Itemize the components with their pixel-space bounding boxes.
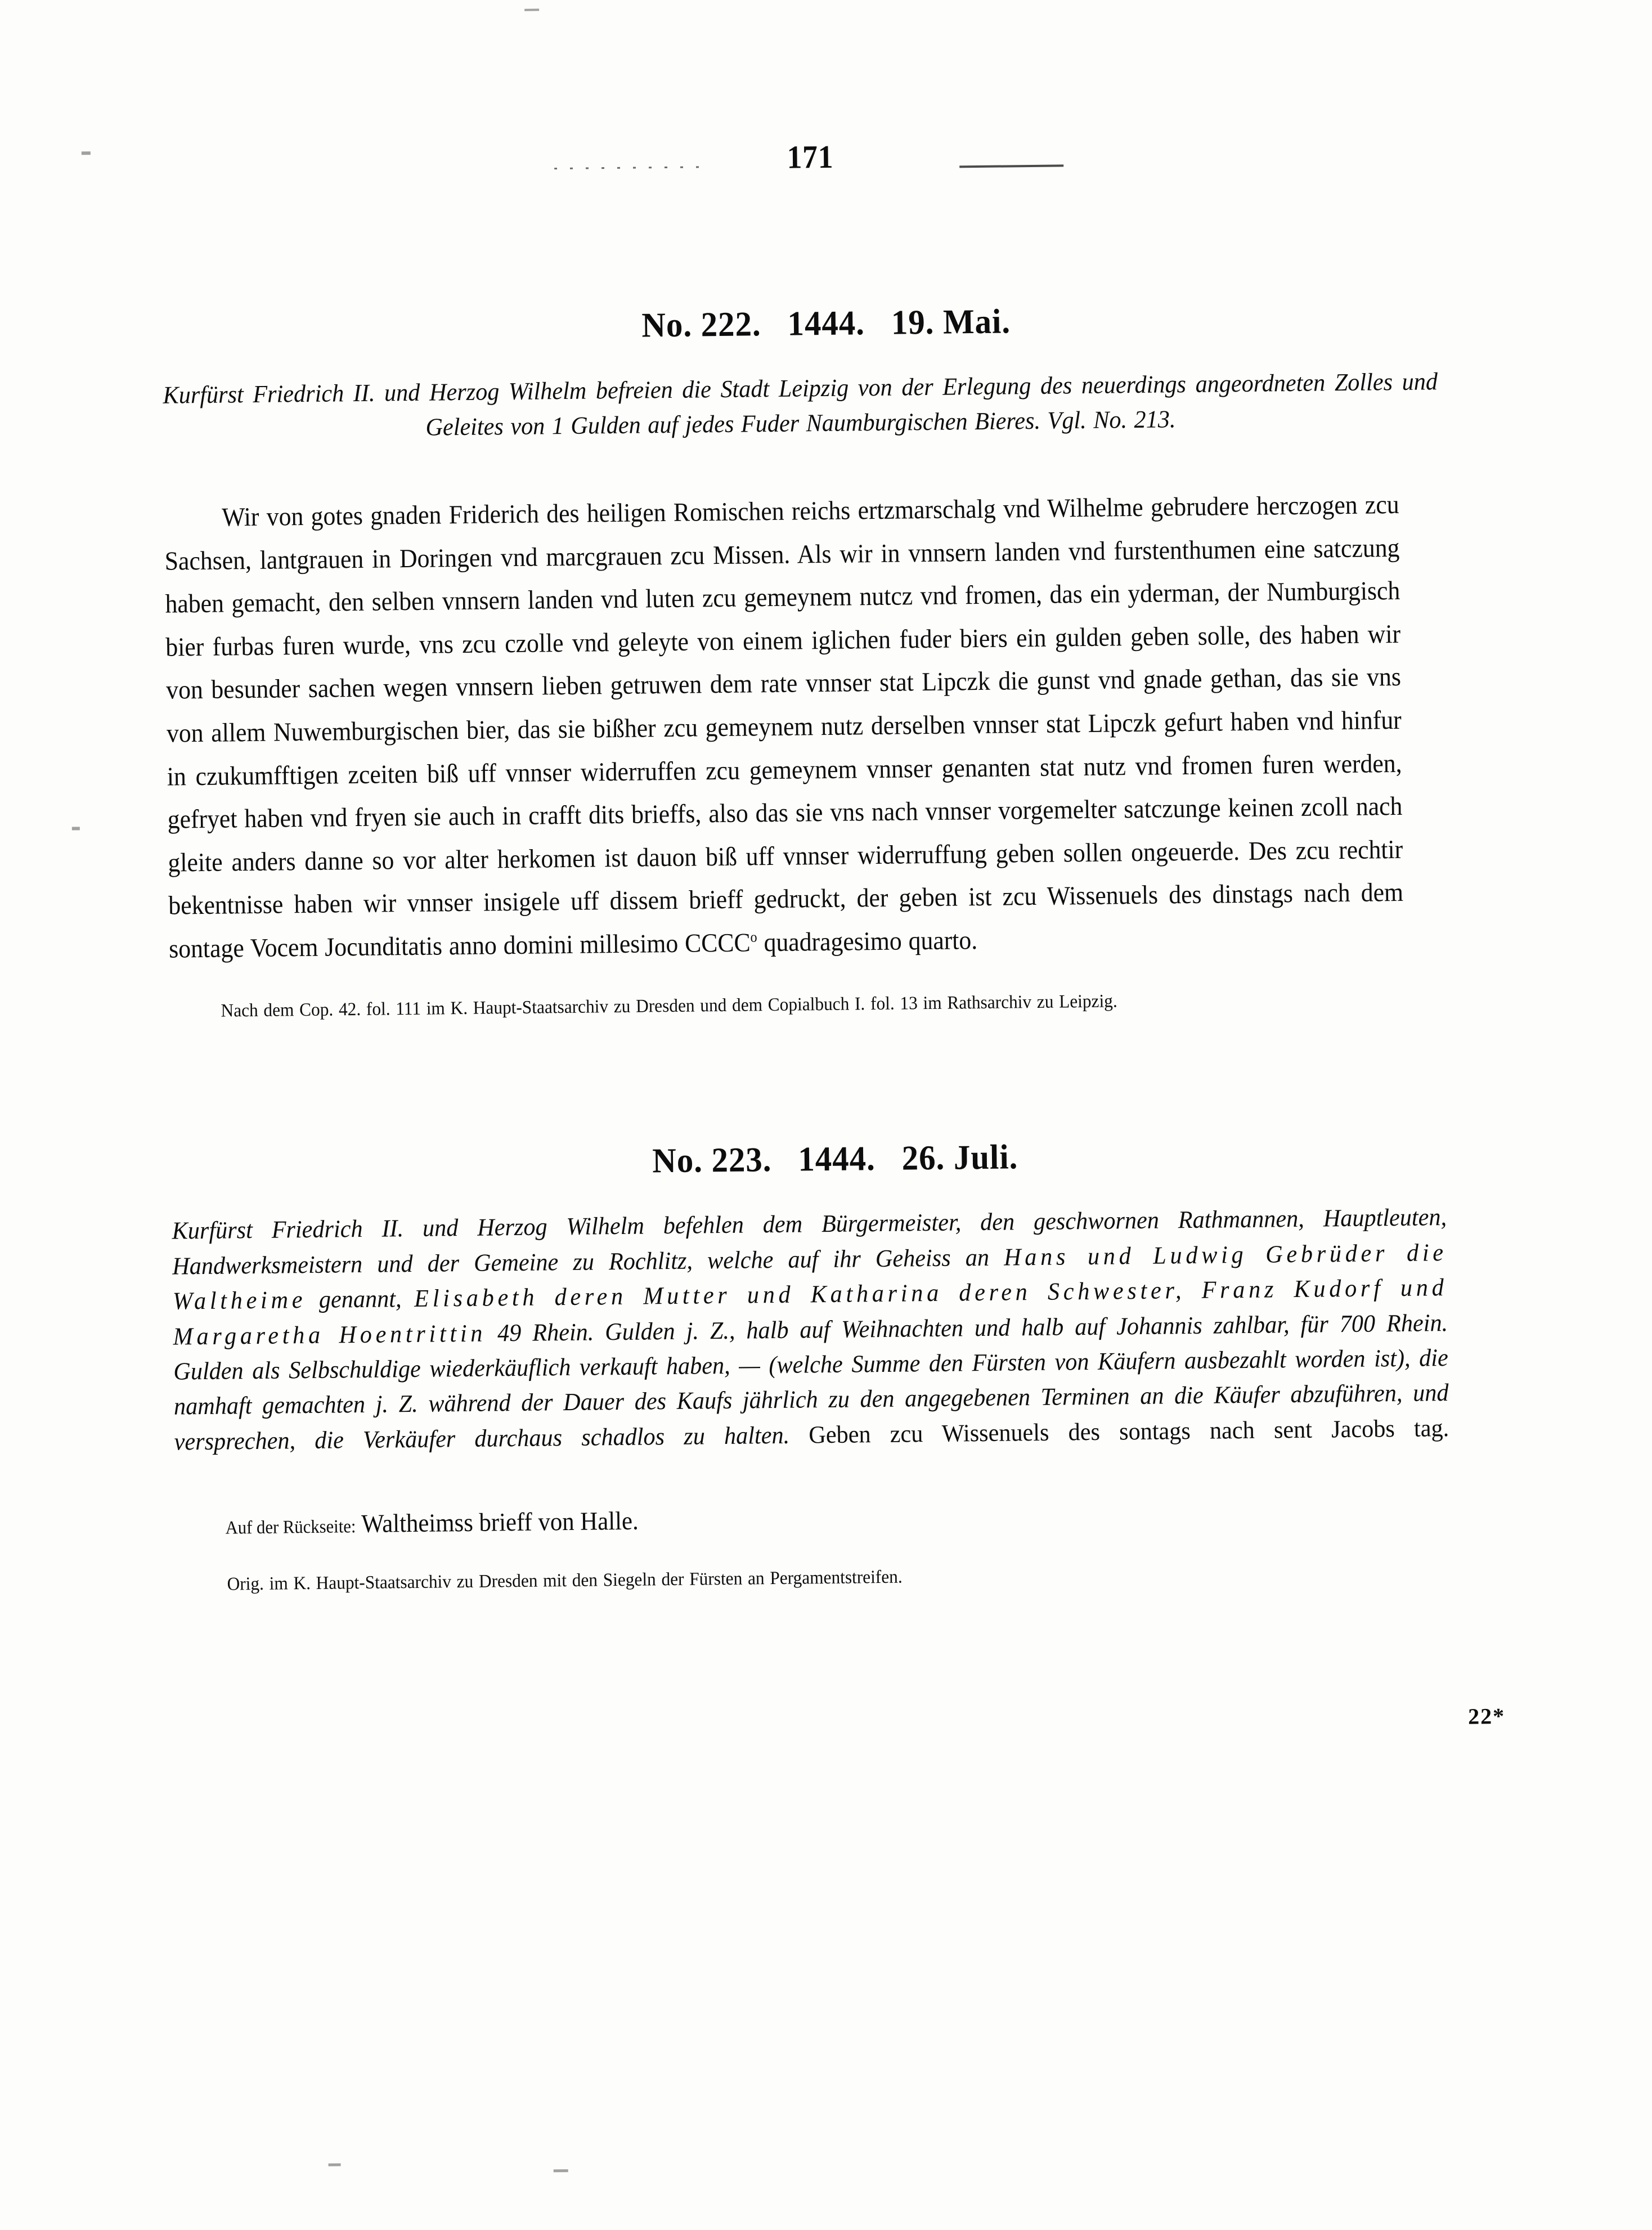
source-note-222: Nach dem Cop. 42. fol. 111 im K. Haupt-Staatsarchiv zu Dresden und dem Copialbuch I. fol. 13 im Rathsarchiv zu Leipzig. — [221, 991, 1117, 1021]
dorsal-note-label: Auf der Rückseite: — [225, 1516, 356, 1539]
entry-regest-222 — [163, 364, 1438, 448]
charter-entry-223 — [171, 1132, 1504, 1599]
regest-segment-1: Kurfürst Friedrich II. und Herzog Wilhelm befehlen dem Bürgermeister, den geschwornen Rathmannen, Hauptleuten, Handwerksmeistern und der Gemeine zu Rochlitz, welche auf ihr Geheiss an — [172, 1203, 1447, 1280]
scan-speck-left-upper — [82, 151, 91, 155]
scan-speck-bottom-mid — [554, 2169, 568, 2172]
regest-names-family: Elisabeth deren Mutter und Katharina deren Schwester, Franz Kudorf und Margaretha Hoentrittin — [173, 1273, 1448, 1350]
entry-body-222 — [164, 483, 1404, 971]
regest-dating-clause: Geben zcu Wissenuels des sontags nach sent Jacobs tag. — [809, 1414, 1449, 1449]
charter-entry-222 — [162, 297, 1498, 1026]
charter-body-text: Wir von gotes gnaden Friderich des heiligen Romischen reichs ertzmarschalg vnd Wilhelme gebrudere herczogen zcu Sachsen, lantgrauen in Doringen vnd marcgrauen zcu Missen. Als wir in vnnsern landen vnd furstenthumen eine satczung haben gemacht, den selben vnnsern landen vnd luten zcu gemeynem nutcz vnd fromen, das ein yderman, der Numburgisch bier furbas furen wurde, vns zcu czolle vnd geleyte von einem iglichen fuder biers ein gulden geben solle, des haben wir von besunder sachen wegen vnnsern lieben getruwen dem rate vnnser stat Lipczk die gunst vnd gnade gethan, das sie vns von allem Nuwemburgischen bier, das sie bißher zcu gemeynem nutz derselben vnnser stat Lipczk gefurt haben vnd hinfur in czukumfftigen zceiten biß uff vnnser widerruffen zcu gemeynem vnnser genanten stat nutz vnd fromen furen werden, gefryet haben vnd fryen sie auch in crafft dits brieffs, also das sie vns nach vnnser vorgemelter satczunge keinen zcoll nach gleite anders danne so vor alter herkomen ist dauon biß uff vnnser widerruffung geben sollen ongeuerde. Des zcu rechtir bekentnisse haben wir vnnser insigele uff dissem brieff gedruckt, der geben ist zcu Wissenuels des dinstags nach dem sontage Vocem Jocunditatis anno domini millesimo CCCC — [164, 490, 1404, 964]
sheet-signature-mark: 22* — [1467, 1703, 1506, 1730]
regest-segment-2: genannt, — [306, 1285, 415, 1314]
regest-segment-3: 49 Rhein. Gulden j. Z., halb auf Weihnachten und halb auf Johannis zahlbar, für 700 Rhein. Gulden als Selbschuldige wiederkäuflich verkauft haben, — (welche Summe den Fürsten von Käufern ausbezahlt worden ist), die namhaft gemachten j. Z. während der Dauer des Kaufs jährlich zu den angegebenen Terminen an die Käufer abzuführen, und versprechen, die Verkäufer durchaus schadlos zu halten. — [173, 1308, 1449, 1456]
source-note-223: Orig. im K. Haupt-Staatsarchiv zu Dresden mit den Siegeln der Fürsten an Pergamentstreifen. — [227, 1567, 903, 1595]
regest-text: Kurfürst Friedrich II. und Herzog Wilhelm befreien die Stadt Leipzig von der Erlegung des neuerdings angeordneten Zolles und Geleites von 1 Gulden auf jedes Fuder Naumburgischen Bieres. Vgl. No. 213. — [163, 367, 1438, 442]
entry-regest-223 — [172, 1200, 1449, 1460]
scan-speck-bottom-left — [329, 2163, 341, 2166]
regest-names-waltheime: Hans und Ludwig Gebrüder die Waltheime — [172, 1238, 1447, 1315]
document-content — [159, 0, 1506, 1757]
page-number: 171 — [787, 138, 834, 176]
entry-heading-222: No. 222. 1444. 19. Mai. — [641, 302, 1011, 345]
ordinal-superscript: o — [750, 928, 757, 945]
entry-heading-223: No. 223. 1444. 26. Juli. — [652, 1138, 1018, 1181]
charter-body-tail: quadragesimo quarto. — [757, 926, 978, 958]
dorsal-note-text: Waltheimss brieff von Halle. — [361, 1506, 639, 1538]
scan-speck-left-lower — [72, 827, 80, 830]
